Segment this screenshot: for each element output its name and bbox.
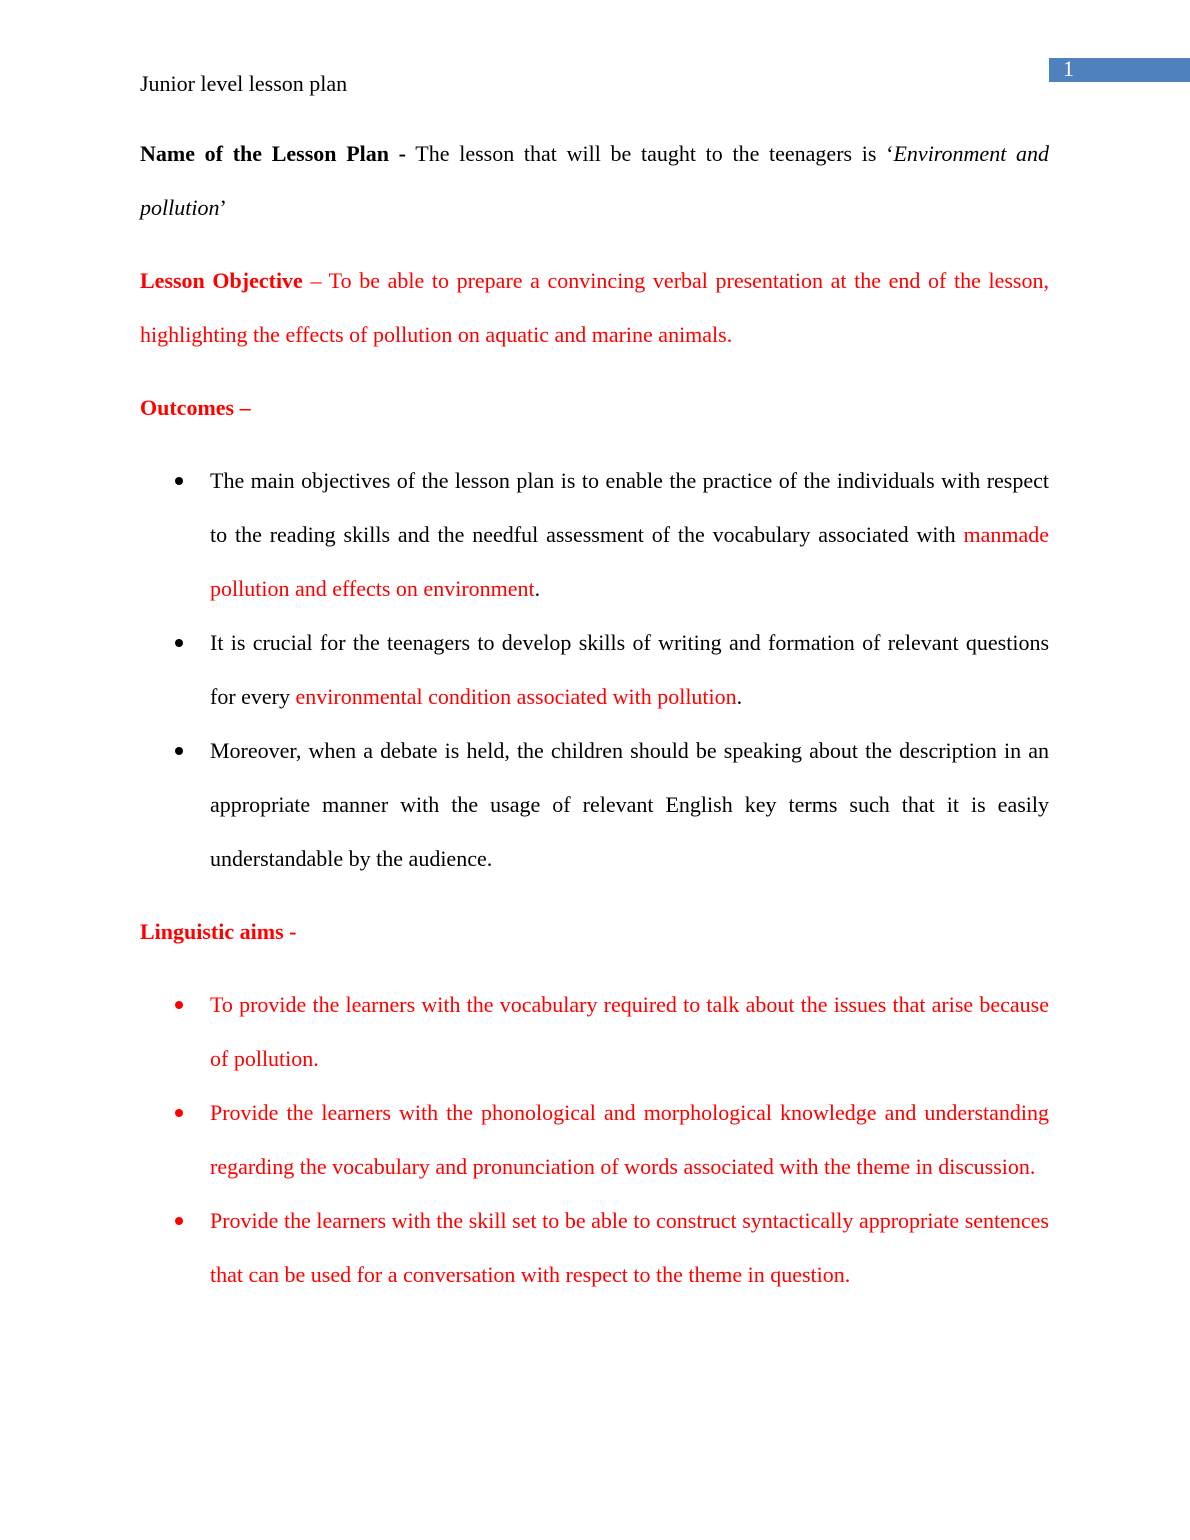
outcome-2-end: . — [736, 684, 743, 709]
lesson-objective-label: Lesson Objective — [140, 268, 303, 293]
outcome-2-text: It is crucial for the teenagers to develop skills of writing and formation of relevant questions for every — [210, 630, 1049, 709]
outcome-1-end: . — [534, 576, 541, 601]
linguistic-aim-text: Provide the learners with the skill set to be able to construct syntactically appropriate sentences that can be used for a conversation with respect to the theme in question. — [210, 1208, 1049, 1287]
linguistic-aim-text: Provide the learners with the phonological and morphological knowledge and understanding regarding the vocabulary and pronunciation of words associated with the theme in discussion. — [210, 1100, 1049, 1179]
linguistic-aim-text: To provide the learners with the vocabulary required to talk about the issues that arise because of pollution. — [210, 992, 1049, 1071]
outcomes-list — [140, 454, 1049, 886]
bullet-icon — [175, 477, 183, 485]
linguistic-aims-list — [140, 978, 1049, 1302]
document-body — [140, 127, 1049, 1321]
list-item — [140, 724, 1049, 886]
list-item — [140, 1086, 1049, 1194]
outcome-3-text: Moreover, when a debate is held, the children should be speaking about the description in an appropriate manner with the usage of relevant English key terms such that it is easily understandable by the audience. — [210, 738, 1049, 871]
list-item — [140, 978, 1049, 1086]
list-item — [140, 454, 1049, 616]
lesson-name-text: The lesson that will be taught to the teenagers is ‘ — [406, 141, 894, 166]
lesson-objective-paragraph — [140, 254, 1049, 362]
bullet-icon — [175, 1001, 183, 1009]
lesson-objective-text: – To be able to prepare a convincing verbal presentation at the end of the lesson, highlighting the effects of pollution on aquatic and marine animals. — [140, 268, 1049, 347]
outcome-2-highlight: environmental condition associated with pollution — [295, 684, 737, 709]
bullet-icon — [175, 747, 183, 755]
page-number: 1 — [1063, 56, 1074, 81]
bullet-icon — [175, 1109, 183, 1117]
linguistic-aims-heading: Linguistic aims - — [140, 919, 297, 944]
lesson-title: Environment and pollution — [140, 141, 1050, 220]
running-header: Junior level lesson plan — [140, 71, 348, 96]
bullet-icon — [175, 1217, 183, 1225]
bullet-icon — [175, 639, 183, 647]
list-item — [140, 616, 1049, 724]
outcomes-heading: Outcomes – — [140, 395, 251, 420]
list-item — [140, 1194, 1049, 1302]
page-number-bar — [1049, 58, 1190, 82]
outcome-1-text: The main objectives of the lesson plan is to enable the practice of the individuals with respect to the reading skills and the needful assessment of the vocabulary associated with — [210, 468, 1049, 547]
lesson-name-paragraph — [140, 127, 1049, 235]
outcome-1-highlight: manmade pollution and effects on environment — [210, 522, 1049, 601]
lesson-name-close-quote: ’ — [219, 195, 227, 220]
lesson-name-label: Name of the Lesson Plan - — [140, 141, 407, 166]
